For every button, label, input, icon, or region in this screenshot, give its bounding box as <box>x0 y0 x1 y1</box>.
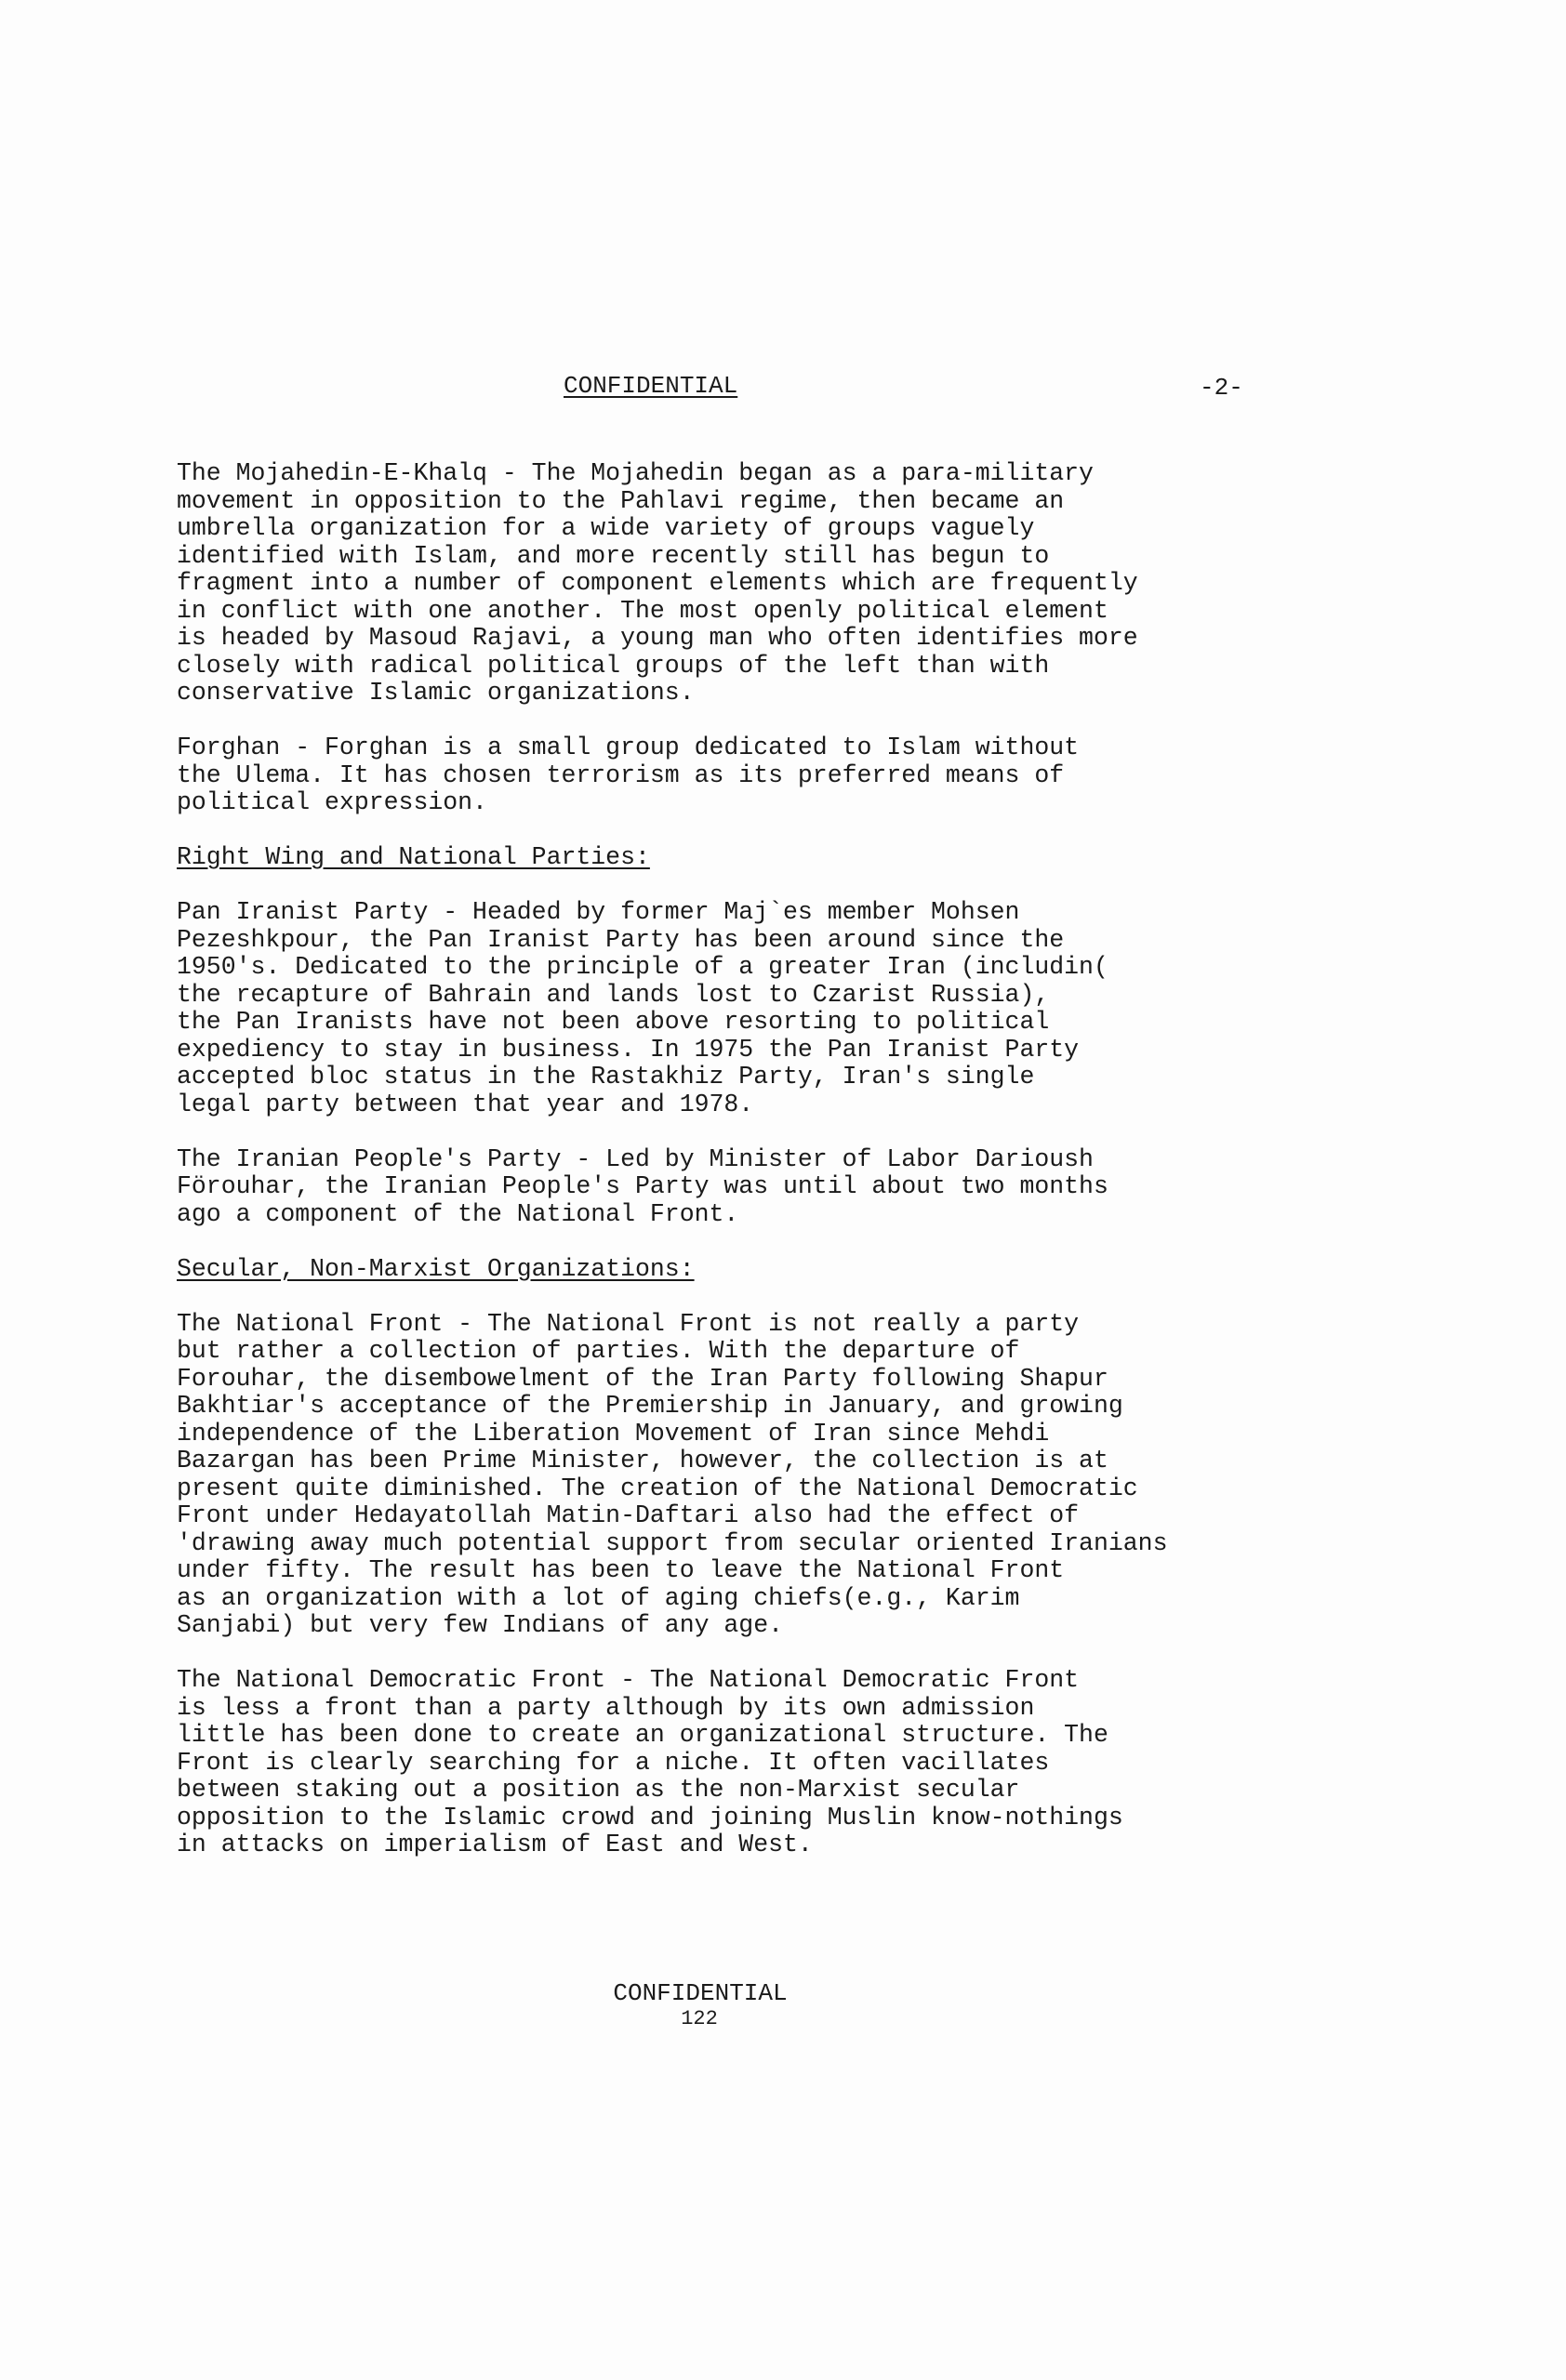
footer-classification-marking: CONFIDENTIAL <box>613 1979 788 2007</box>
footer <box>0 1980 1566 2032</box>
paragraph-iranian-peoples-party: The Iranian People's Party - Led by Minister of Labor Darioush Förouhar, the Iranian People's Party was until about two months ago a component of the National Front. <box>177 1144 1108 1228</box>
paragraph-pan-iranist: Pan Iranist Party - Headed by former Maj`es member Mohsen Pezeshkpour, the Pan Iranist Party has been around since the 1950's. Dedicated to the principle of a greater Iran (includin( the recapture of Bahrain and lands lost to Czarist Russia), the Pan Iranists have not been above resorting to political expediency to stay in business. In 1975 the Pan Iranist Party accepted bloc status in the Rastakhiz Party, Iran's single legal party between that year and 1978. <box>177 898 1108 1118</box>
section-secular <box>177 1256 1302 1859</box>
section-heading-secular: Secular, Non-Marxist Organizations: <box>177 1254 695 1283</box>
paragraph-mojahedin: The Mojahedin-E-Khalq - The Mojahedin began as a para-military movement in opposition to the Pahlavi regime, then became an umbrella organization for a wide variety of groups vaguely identified with Islam, and more recently still has begun to fragment into a number of component elements which are frequently in conflict with one another. The most openly political element is headed by Masoud Rajavi, a young man who often identifies more closely with radical political groups of the left than with conservative Islamic organizations. <box>177 459 1138 707</box>
footer-document-number: 122 <box>681 2007 718 2030</box>
section-right-wing <box>177 844 1302 1228</box>
document-body <box>177 460 1302 1886</box>
header-classification-marking: CONFIDENTIAL <box>564 372 738 400</box>
page-number: -2- <box>1200 374 1243 402</box>
section-heading-right-wing: Right Wing and National Parties: <box>177 843 650 871</box>
paragraph-national-front: The National Front - The National Front is not really a party but rather a collection of parties. With the departure of Forouhar, the disembowelment of the Iran Party following Shapur Bakhtiar's acceptance of the Premiership in January, and growing independence of the Liberation Movement of Iran since Mehdi Bazargan has been Prime Minister, however, the collection is at present quite diminished. The creation of the National Democratic Front under Hedayatollah Matin-Daftari also had the effect of 'drawing away much potential support from secular oriented Iranians under fifty. The result has been to leave the National Front as an organization with a lot of aging chiefs(e.g., Karim Sanjabi) but very few Indians of any age. <box>177 1309 1168 1639</box>
paragraph-national-democratic-front: The National Democratic Front - The National Democratic Front is less a front than a party although by its own admission little has been done to create an organizational structure. The Front is clearly searching for a niche. It often vacillates between staking out a position as the non-Marxist secular opposition to the Islamic crowd and joining Muslin know-nothings in attacks on imperialism of East and West. <box>177 1666 1123 1858</box>
paragraph-forghan: Forghan - Forghan is a small group dedicated to Islam without the Ulema. It has chosen terrorism as its preferred means of political expression. <box>177 734 1080 816</box>
